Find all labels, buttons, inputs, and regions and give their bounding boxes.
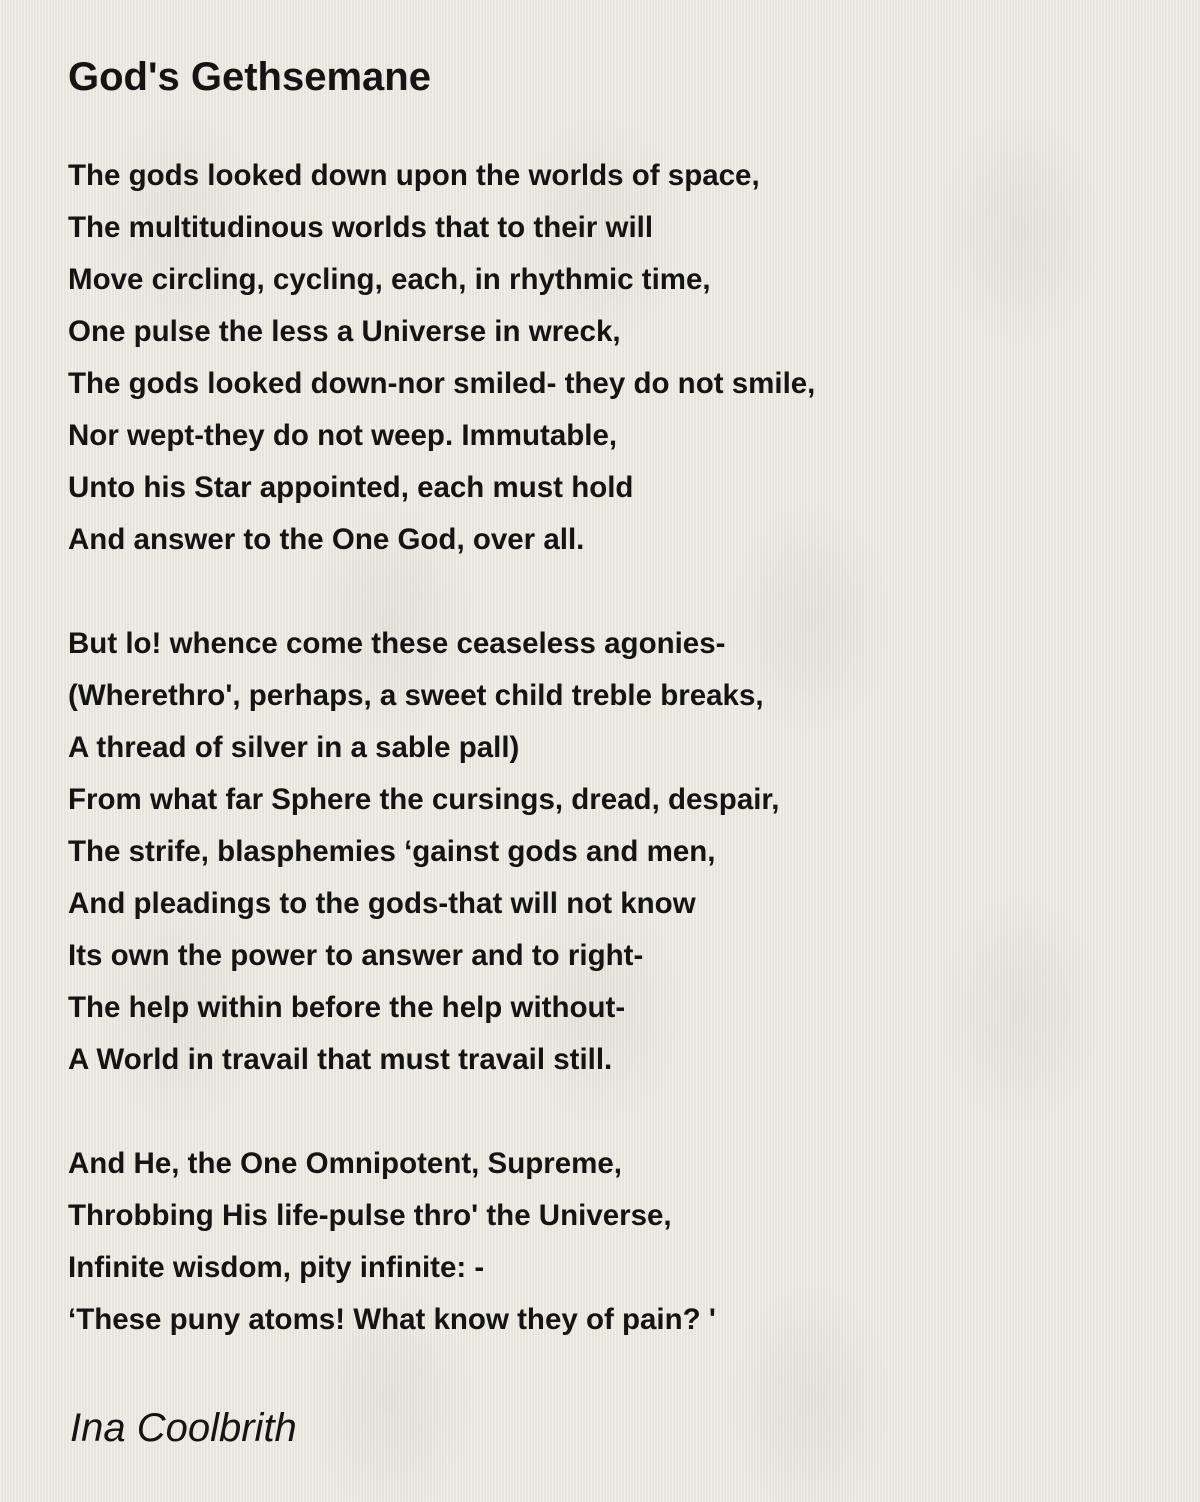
poem-line: And answer to the One God, over all. [68,523,585,556]
poem-title: God's Gethsemane [68,55,431,99]
poem-line: One pulse the less a Universe in wreck, [68,315,621,348]
poem-line: The strife, blasphemies ‘gainst gods and men, [68,835,716,868]
poem-line: Unto his Star appointed, each must hold [68,471,634,504]
stanza-2 [68,618,815,1086]
poem-line: The help within before the help without- [68,991,626,1024]
poem-line: A thread of silver in a sable pall) [68,731,520,764]
poem-line: Nor wept-they do not weep. Immutable, [68,419,618,452]
poem-line: The gods looked down-nor smiled- they do not smile, [68,367,816,400]
poem-author: Ina Coolbrith [70,1406,297,1450]
poem-line: Infinite wisdom, pity infinite: - [68,1251,485,1284]
poem-line: Its own the power to answer and to right- [68,939,644,972]
poem-body [68,150,815,1398]
poem-line: (Wherethro', perhaps, a sweet child treble breaks, [68,679,764,712]
poem-line: But lo! whence come these ceaseless agonies- [68,627,726,660]
poem-line: Move circling, cycling, each, in rhythmic time, [68,263,711,296]
poem-line: ‘These puny atoms! What know they of pain? ' [68,1303,716,1336]
poem-line: The multitudinous worlds that to their will [68,211,654,244]
poem-line: And He, the One Omnipotent, Supreme, [68,1147,622,1180]
poem-line: A World in travail that must travail still. [68,1043,613,1076]
poem-line: The gods looked down upon the worlds of space, [68,159,760,192]
poem-line: From what far Sphere the cursings, dread, despair, [68,783,780,816]
stanza-1 [68,150,815,566]
poem-line: Throbbing His life-pulse thro' the Universe, [68,1199,672,1232]
stanza-3 [68,1138,815,1346]
poem-line: And pleadings to the gods-that will not know [68,887,696,920]
